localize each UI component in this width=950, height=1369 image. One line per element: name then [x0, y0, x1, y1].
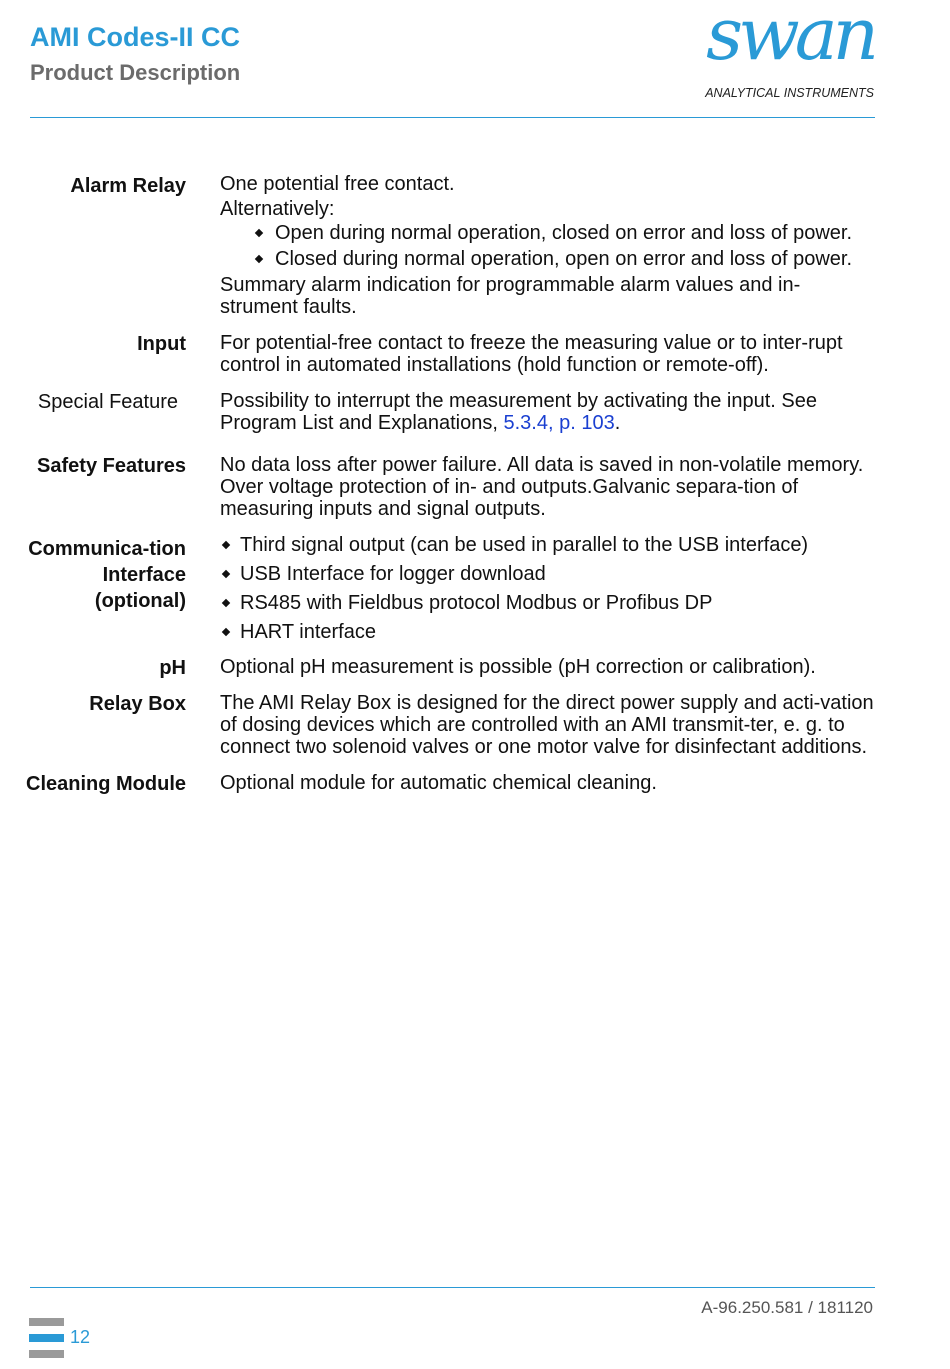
spec-body [220, 534, 875, 643]
bullet-icon [222, 599, 230, 607]
cross-reference-link[interactable]: 5.3.4, p. 103 [503, 412, 615, 434]
bullet-icon [222, 570, 230, 578]
list-item: HART interface [220, 621, 875, 643]
spec-label: Alarm Relay [70, 175, 186, 197]
spec-body [220, 692, 875, 758]
spec-label: Safety Features [37, 455, 186, 477]
logo-tagline: ANALYTICAL INSTRUMENTS [705, 86, 874, 100]
spec-label: Communica-tion Interface (optional) [28, 538, 186, 612]
list-item: Third signal output (can be used in parallel to the USB interface) [220, 534, 875, 556]
list-item: Closed during normal operation, open on error and loss of power. [220, 248, 875, 270]
bullet-icon [255, 229, 263, 237]
spec-text: Optional module for automatic chemical cleaning. [220, 772, 657, 794]
spec-body [220, 390, 875, 434]
spec-ph [0, 656, 950, 678]
spec-communication-interface [0, 534, 950, 643]
spec-label: Relay Box [89, 693, 186, 715]
spec-text: Summary alarm indication for programmable alarm values and in-strument faults. [220, 274, 801, 318]
spec-input [0, 332, 950, 376]
spec-label: Cleaning Module [26, 773, 186, 795]
spec-body [220, 454, 875, 520]
document-number: A-96.250.581 / 181120 [701, 1298, 873, 1317]
spec-label: pH [159, 657, 186, 679]
logo-wordmark: swan [706, 0, 874, 76]
spec-text: The AMI Relay Box is designed for the direct power supply and acti-vation of dosing devices which are controlled with an AMI transmit-ter, e. g. to connect two solenoid valves or one motor valve for disinfectant additions. [220, 692, 874, 758]
bullet-icon [222, 628, 230, 636]
bullet-icon [255, 255, 263, 263]
page-number: 12 [70, 1327, 91, 1347]
spec-text: Optional pH measurement is possible (pH correction or calibration). [220, 656, 816, 678]
spec-text: For potential-free contact to freeze the measuring value or to inter-rupt control in automated installations (hold function or remote-off). [220, 332, 843, 376]
spec-body [220, 332, 875, 376]
page-marker-bar [29, 1350, 64, 1358]
spec-text: Possibility to interrupt the measurement by activating the input. See Program List and Explanations, 5.3.4, p. 103. [220, 390, 817, 434]
spec-special-feature [0, 390, 950, 434]
page-marker-bar [29, 1318, 64, 1326]
list-item: RS485 with Fieldbus protocol Modbus or Profibus DP [220, 592, 875, 614]
page-marker-bar [29, 1334, 64, 1342]
footer-divider [30, 1287, 875, 1288]
spec-label: Input [137, 333, 186, 355]
document-subtitle: Product Description [30, 60, 241, 85]
bullet-icon [222, 541, 230, 549]
spec-body [220, 772, 875, 794]
spec-list [0, 173, 950, 794]
spec-body [220, 656, 875, 678]
document-title: AMI Codes-II CC [30, 22, 241, 52]
spec-text: One potential free contact. [220, 173, 455, 195]
spec-cleaning-module [0, 772, 950, 794]
spec-text: No data loss after power failure. All data is saved in non-volatile memory. Over voltage protection of in- and outputs.Galvanic separa-tion of measuring inputs and signal outputs. [220, 454, 864, 520]
bullet-list [220, 534, 875, 643]
page-marker-icon [29, 1318, 64, 1358]
spec-relay-box [0, 692, 950, 758]
swan-logo [690, 0, 880, 102]
header-divider [30, 117, 875, 118]
list-item: USB Interface for logger download [220, 563, 875, 585]
bullet-list [220, 222, 875, 270]
spec-label: Special Feature [37, 391, 178, 413]
list-item: Open during normal operation, closed on error and loss of power. [220, 222, 875, 244]
spec-body [220, 173, 875, 318]
spec-alarm-relay [0, 173, 950, 318]
spec-safety-features [0, 454, 950, 520]
spec-text: Alternatively: [220, 198, 335, 220]
